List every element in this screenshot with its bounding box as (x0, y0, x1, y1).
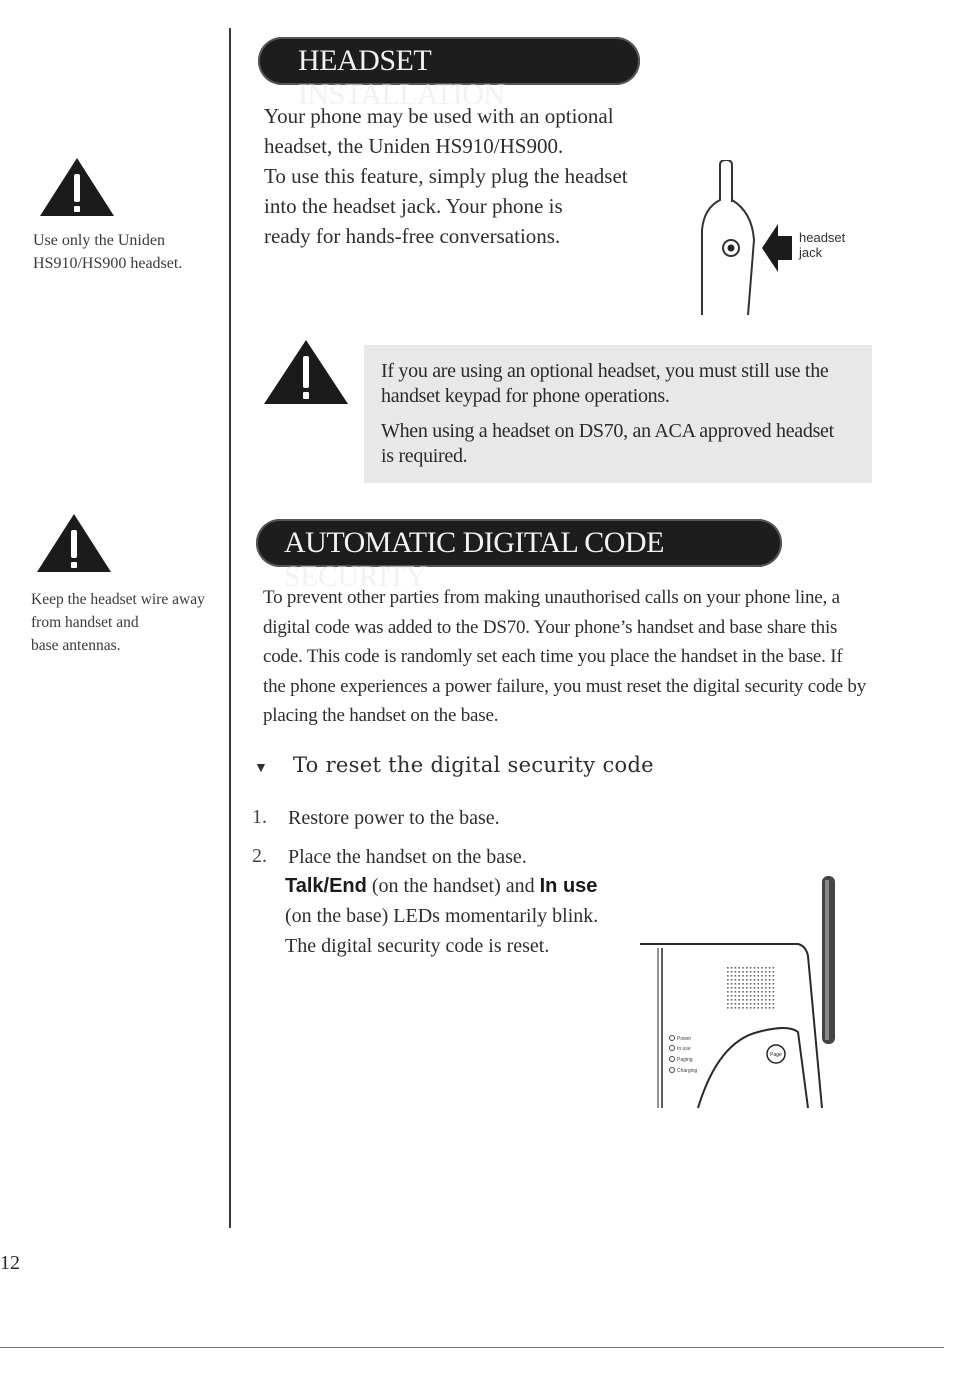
grille-dot (750, 979, 752, 981)
grille-dot (761, 979, 763, 981)
grille-dot (750, 983, 752, 985)
grille-dot (750, 999, 752, 1001)
sidebar-note-line: HS910/HS900 headset. (33, 255, 183, 272)
note-line: When using a headset on DS70, an ACA approved headset (381, 420, 834, 442)
grille-dot (765, 967, 767, 969)
grille-dot (742, 971, 744, 973)
grille-dot (757, 975, 759, 977)
intro-line: headset, the Uniden HS910/HS900. (264, 134, 564, 158)
grille-dot (754, 1003, 756, 1005)
grille-dot (773, 983, 775, 985)
grille-dot (750, 971, 752, 973)
grille-dot (754, 987, 756, 989)
grille-dot (738, 995, 740, 997)
grille-dot (773, 987, 775, 989)
grille-dot (757, 983, 759, 985)
grille-dot (731, 999, 733, 1001)
grille-dot (761, 983, 763, 985)
grille-dot (754, 979, 756, 981)
note-line: is required. (381, 445, 468, 467)
grille-dot (769, 1007, 771, 1009)
grille-dot (769, 999, 771, 1001)
grille-dot (742, 975, 744, 977)
grille-dot (735, 983, 737, 985)
step-text: Restore power to the base. (288, 807, 500, 829)
grille-dot (773, 967, 775, 969)
grille-dot (727, 995, 729, 997)
grille-dot (765, 987, 767, 989)
grille-dot (742, 999, 744, 1001)
grille-dot (761, 991, 763, 993)
grille-dot (761, 1003, 763, 1005)
grille-dot (727, 991, 729, 993)
grille-dot (754, 995, 756, 997)
grille-dot (754, 1007, 756, 1009)
grille-dot (735, 979, 737, 981)
grille-dot (738, 1003, 740, 1005)
grille-dot (738, 971, 740, 973)
grille-dot (769, 995, 771, 997)
grille-dot (769, 1003, 771, 1005)
grille-dot (731, 1003, 733, 1005)
grille-dot (735, 999, 737, 1001)
grille-dot (765, 971, 767, 973)
intro-line: Your phone may be used with an optional (264, 104, 614, 128)
grille-dot (742, 1007, 744, 1009)
handset-jack-illustration (690, 160, 870, 320)
triangle-bullet-icon: ▼ (254, 761, 268, 776)
grille-dot (746, 987, 748, 989)
grille-dot (773, 1003, 775, 1005)
grille-dot (757, 999, 759, 1001)
grille-dot (769, 971, 771, 973)
grille-dot (761, 999, 763, 1001)
grille-dot (735, 991, 737, 993)
step-number: 1. (252, 806, 267, 828)
grille-dot (727, 979, 729, 981)
grille-dot (738, 1007, 740, 1009)
grille-dot (769, 991, 771, 993)
grille-dot (738, 983, 740, 985)
grille-dot (742, 967, 744, 969)
step-2-detail-line: (on the base) LEDs momentarily blink. (285, 905, 599, 927)
in-use-led-label: In use (539, 875, 598, 897)
warning-icon (262, 338, 350, 406)
grille-dot (746, 991, 748, 993)
grille-dot (750, 991, 752, 993)
grille-dot (773, 999, 775, 1001)
grille-dot (731, 971, 733, 973)
grille-dot (757, 971, 759, 973)
grille-dot (731, 975, 733, 977)
grille-dot (761, 967, 763, 969)
grille-dot (746, 995, 748, 997)
grille-dot (735, 975, 737, 977)
led-paging-label: Paging (677, 1057, 693, 1063)
grille-dot (773, 971, 775, 973)
sidebar-note-wire (31, 588, 205, 657)
grille-dot (731, 995, 733, 997)
grille-dot (738, 991, 740, 993)
grille-dot (731, 1007, 733, 1009)
grille-dot (735, 995, 737, 997)
grille-dot (735, 1003, 737, 1005)
grille-dot (742, 995, 744, 997)
grille-dot (765, 995, 767, 997)
grille-dot (754, 991, 756, 993)
base-unit-illustration (638, 872, 848, 1112)
grille-dot (746, 975, 748, 977)
grille-dot (761, 995, 763, 997)
jack-label-line: jack (799, 245, 823, 260)
grille-dot (769, 975, 771, 977)
grille-dot (754, 975, 756, 977)
grille-dot (742, 991, 744, 993)
grille-dot (761, 987, 763, 989)
grille-dot (738, 975, 740, 977)
body-line: digital code was added to the DS70. Your phone’s handset and base share this (263, 616, 838, 638)
step-2-detail-line (285, 871, 635, 901)
grille-dot (754, 971, 756, 973)
grille-dot (738, 967, 740, 969)
note-line: If you are using an optional headset, you must still use the (381, 360, 829, 382)
grille-dot (750, 1003, 752, 1005)
grille-dot (731, 983, 733, 985)
grille-dot (754, 983, 756, 985)
subheading-reset-code: To reset the digital security code (293, 753, 654, 777)
grille-dot (731, 987, 733, 989)
grille-dot (773, 979, 775, 981)
note-line: handset keypad for phone operations. (381, 385, 670, 407)
grille-dot (765, 999, 767, 1001)
body-line: the phone experiences a power failure, you must reset the digital security code by (263, 675, 866, 697)
grille-dot (731, 979, 733, 981)
grille-dot (769, 979, 771, 981)
grille-dot (757, 995, 759, 997)
arrow-left-icon (762, 224, 792, 272)
grille-dot (746, 983, 748, 985)
page-number: 12 (0, 1252, 20, 1274)
grille-dot (765, 1007, 767, 1009)
grille-dot (742, 1003, 744, 1005)
speaker-grille (726, 966, 776, 1010)
grille-dot (761, 1007, 763, 1009)
section-title-headset-installation: HEADSET INSTALLATION (258, 37, 640, 85)
grille-dot (742, 979, 744, 981)
led-charging-label: Charging (677, 1068, 698, 1074)
grille-dot (750, 987, 752, 989)
grille-dot (757, 1003, 759, 1005)
section-title-digital-code-security: AUTOMATIC DIGITAL CODE SECURITY (256, 519, 782, 567)
page-button-label: Page (770, 1052, 782, 1058)
grille-dot (738, 979, 740, 981)
led-power-label: Power (677, 1036, 692, 1042)
grille-dot (773, 995, 775, 997)
grille-dot (727, 1003, 729, 1005)
headset-note-box (364, 345, 872, 483)
grille-dot (754, 967, 756, 969)
sidebar-note-line: from handset and (31, 614, 139, 631)
talk-end-key-label: Talk/End (285, 875, 367, 897)
grille-dot (727, 983, 729, 985)
column-divider (229, 28, 231, 1228)
warning-icon (35, 512, 113, 574)
grille-dot (765, 975, 767, 977)
step-text: Place the handset on the base. (288, 846, 527, 868)
grille-dot (769, 967, 771, 969)
step-2-detail-line: The digital security code is reset. (285, 935, 550, 957)
grille-dot (727, 999, 729, 1001)
grille-dot (735, 971, 737, 973)
body-line: placing the handset on the base. (263, 705, 499, 726)
grille-dot (746, 999, 748, 1001)
grille-dot (742, 987, 744, 989)
grille-dot (750, 967, 752, 969)
grille-dot (746, 1007, 748, 1009)
grille-dot (757, 979, 759, 981)
grille-dot (761, 971, 763, 973)
note-paragraph (381, 419, 834, 469)
headset-intro (264, 101, 674, 251)
jack-label-line: headset (799, 230, 846, 245)
intro-line: ready for hands-free conversations. (264, 224, 561, 248)
grille-dot (746, 1003, 748, 1005)
grille-dot (757, 991, 759, 993)
body-line: To prevent other parties from making unauthorised calls on your phone line, a (263, 587, 840, 608)
grille-dot (750, 995, 752, 997)
sidebar-note-line: Use only the Uniden (33, 232, 165, 249)
intro-line: To use this feature, simply plug the headset (264, 164, 628, 188)
grille-dot (727, 967, 729, 969)
security-body (263, 583, 903, 731)
body-line: code. This code is randomly set each time you place the handset in the base. If (263, 646, 843, 667)
grille-dot (738, 987, 740, 989)
intro-line: into the headset jack. Your phone is (264, 194, 563, 218)
detail-text: (on the handset) and (366, 875, 540, 897)
grille-dot (735, 967, 737, 969)
grille-dot (735, 987, 737, 989)
grille-dot (769, 983, 771, 985)
grille-dot (727, 971, 729, 973)
grille-dot (742, 983, 744, 985)
grille-dot (738, 999, 740, 1001)
grille-dot (761, 975, 763, 977)
grille-dot (750, 975, 752, 977)
sidebar-note-line: base antennas. (31, 637, 121, 654)
grille-dot (773, 975, 775, 977)
grille-dot (754, 999, 756, 1001)
grille-dot (731, 991, 733, 993)
grille-dot (731, 967, 733, 969)
grille-dot (773, 991, 775, 993)
led-in-use-label: In use (677, 1046, 691, 1052)
grille-dot (746, 979, 748, 981)
grille-dot (757, 1007, 759, 1009)
grille-dot (746, 971, 748, 973)
grille-dot (727, 987, 729, 989)
grille-dot (757, 967, 759, 969)
footer-rule (0, 1347, 944, 1348)
sidebar-note-line: Keep the headset wire away (31, 591, 205, 608)
note-paragraph (381, 359, 828, 409)
step-2-detail (285, 871, 635, 961)
grille-dot (765, 991, 767, 993)
grille-dot (765, 983, 767, 985)
grille-dot (757, 987, 759, 989)
grille-dot (746, 967, 748, 969)
grille-dot (750, 1007, 752, 1009)
sidebar-note-headset (33, 229, 182, 275)
grille-dot (765, 979, 767, 981)
grille-dot (735, 1007, 737, 1009)
grille-dot (769, 987, 771, 989)
grille-dot (773, 1007, 775, 1009)
grille-dot (727, 1007, 729, 1009)
grille-dot (727, 975, 729, 977)
warning-icon (38, 156, 116, 218)
grille-dot (765, 1003, 767, 1005)
step-number: 2. (252, 845, 267, 867)
